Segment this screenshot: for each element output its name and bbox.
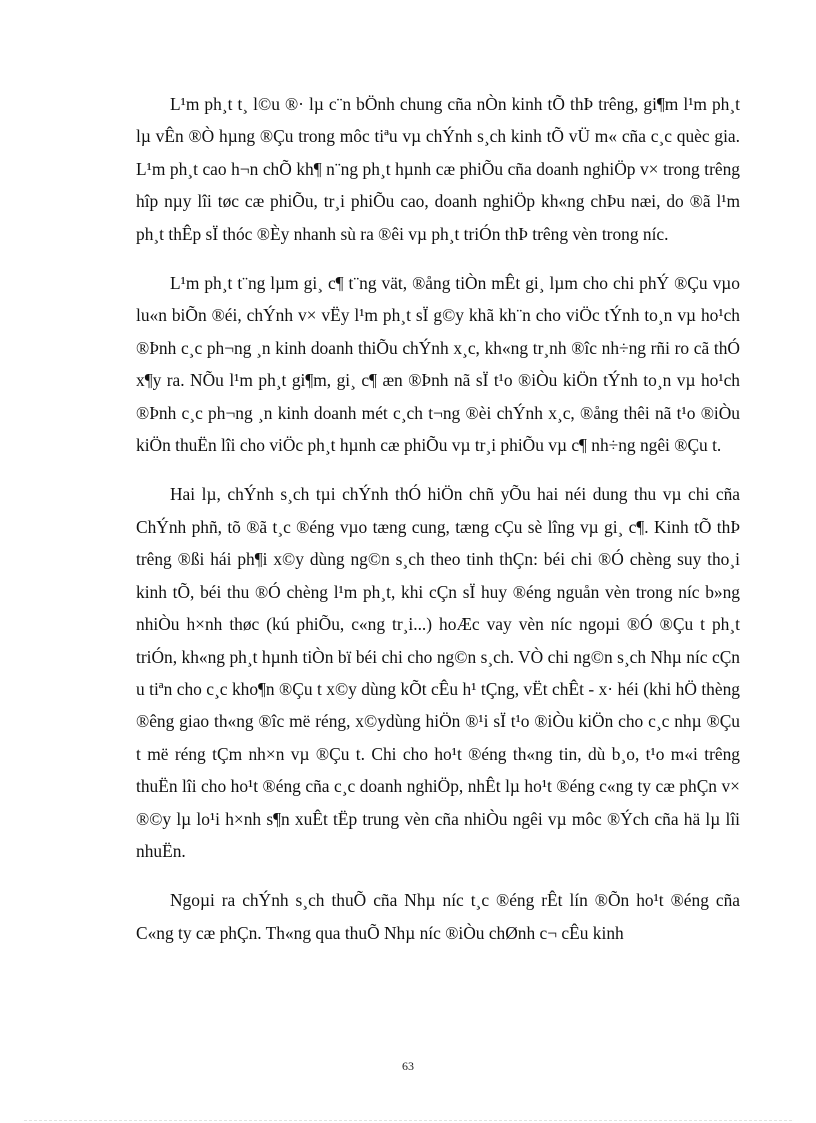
page-bottom-border [24, 1120, 792, 1121]
paragraph-inflation-intro: L¹m ph¸t t¸ l©u ®· lµ c¨n bÖnh chung cña nÒn kinh tÕ thÞ trêng, gi¶m l¹m ph¸t lµ vÊn ®Ò hµng ®Çu trong môc tiªu vµ chÝnh s¸ch kinh tÕ vÜ m« cña c¸c quèc gia. L¹m ph¸t cao h¬n chÕ kh¶ n¨ng ph¸t hµnh cæ phiÕu cña doanh nghiÖp v× trong trêng hîp nµy lîi tøc cæ phiÕu, tr¸i phiÕu cao, doanh nghiÖp kh«ng chÞu næi, do ®ã l¹m ph¸t thÊp sÏ thóc ®Èy nhanh sù ra ®êi vµ ph¸t triÓn thÞ trêng vèn trong níc. [136, 94, 740, 244]
page-body [136, 88, 740, 949]
paragraph-inflation-effects: L¹m ph¸t t¨ng lµm gi¸ c¶ t¨ng vät, ®ång tiÒn mÊt gi¸ lµm cho chi phÝ ®Çu vµo lu«n biÕn ®éi, chÝnh v× vËy l¹m ph¸t sÏ g©y khã kh¨n cho viÖc tÝnh to¸n vµ ho¹ch ®Þnh c¸c ph¬ng ¸n kinh doanh thiÕu chÝnh x¸c, kh«ng tr¸nh ®îc nh÷ng rñi ro cã thÓ x¶y ra. NÕu l¹m ph¸t gi¶m, gi¸ c¶ æn ®Þnh nã sÏ t¹o ®iÒu kiÖn tÝnh to¸n vµ ho¹ch ®Þnh c¸c ph¬ng ¸n kinh doanh mét c¸ch t¬ng ®èi chÝnh x¸c, ®ång thêi nã t¹o ®iÒu kiÖn thuËn lîi cho viÖc ph¸t hµnh cæ phiÕu vµ tr¸i phiÕu vµ c¶ nh÷ng ngêi ®Çu t. [136, 273, 740, 456]
paragraph-tax-policy: Ngoµi ra chÝnh s¸ch thuÕ cña Nhµ níc t¸c ®éng rÊt lín ®Õn ho¹t ®éng cña C«ng ty cæ phÇn. Th«ng qua thuÕ Nhµ níc ®iÒu chØnh c¬ cÊu kinh [136, 890, 740, 943]
page-number: 63 [402, 1059, 414, 1073]
paragraph-fiscal-policy: Hai lµ, chÝnh s¸ch tµi chÝnh thÓ hiÖn chñ yÕu hai néi dung thu vµ chi cña ChÝnh phñ, tõ ®ã t¸c ®éng vµo tæng cung, tæng cÇu sè lîng vµ gi¸ c¶. Kinh tÕ thÞ trêng ®ßi hái ph¶i x©y dùng ng©n s¸ch theo tinh thÇn: béi chi ®Ó chèng suy tho¸i kinh tÕ, béi thu ®Ó chèng l¹m ph¸t, khi cÇn sÏ huy ®éng nguån vèn trong níc b»ng nhiÒu h×nh thøc (kú phiÕu, c«ng tr¸i...) hoÆc vay vèn níc ngoµi ®Ó ®Çu t ph¸t triÓn, kh«ng ph¸t hµnh tiÒn bï béi chi cho ng©n s¸ch. VÒ chi ng©n s¸ch Nhµ níc cÇn u tiªn cho c¸c kho¶n ®Çu t x©y dùng kÕt cÊu h¹ tÇng, vËt chÊt - x· héi (khi hÖ thèng ®êng giao th«ng ®îc më réng, x©ydùng hiÖn ®¹i sÏ t¹o ®iÒu kiÖn cho c¸c nhµ ®Çu t më réng tÇm nh×n vµ ®Çu t. Chi cho ho¹t ®éng th«ng tin, dù b¸o, t¹o m«i trêng thuËn lîi cho ho¹t ®éng cña c¸c doanh nghiÖp, nhÊt lµ ho¹t ®éng c«ng ty cæ phÇn v× ®©y lµ lo¹i h×nh s¶n xuÊt tËp trung vèn cña nhiÒu ngêi vµ môc ®Ých cña hä lµ lîi nhuËn. [136, 484, 740, 861]
